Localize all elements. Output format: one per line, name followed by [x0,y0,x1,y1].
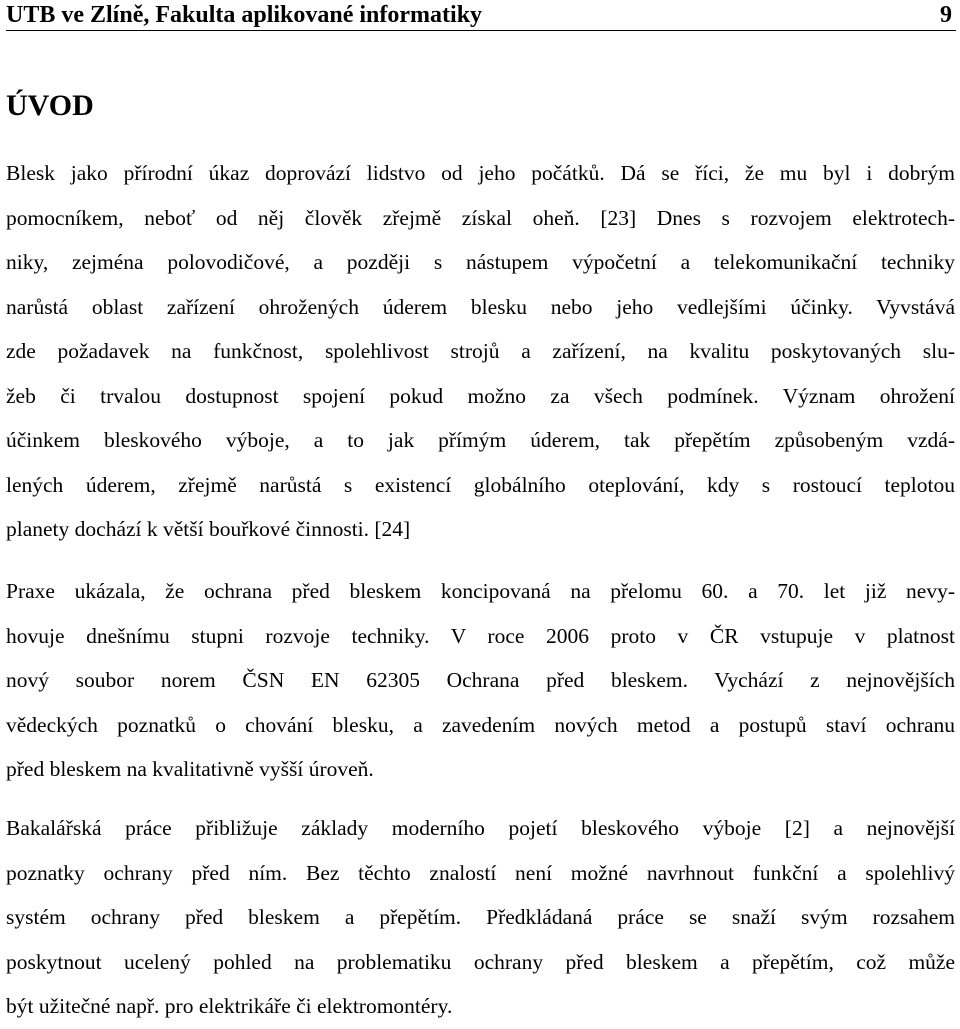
text-line: hovuje dnešnímu stupni rozvoje techniky. V roce 2006 proto v ČR vstupuje v platnost [6,623,955,648]
paragraph-3 [6,806,955,1029]
text-line: Praxe ukázala, že ochrana před bleskem koncipovaná na přelomu 60. a 70. let již nevy- [6,579,955,603]
text-line: vědeckých poznatků o chování blesku, a zavedením nových metod a postupů staví ochranu [6,712,955,737]
text-line: niky, zejména polovodičové, a později s nástupem výpočetní a telekomunikační techniky [6,250,955,274]
text-line: Blesk jako přírodní úkaz doprovází lidstvo od jeho počátků. Dá se říci, že mu byl i dobrým [6,161,955,185]
text-line: účinkem bleskového výboje, a to jak přímým úderem, tak přepětím způsobeným vzdá- [6,428,955,452]
text-line: lených úderem, zřejmě narůstá s existencí globálního oteplování, kdy s rostoucí teplotou [6,472,955,497]
text-line: Bakalářská práce přibližuje základy moderního pojetí bleskového výboje [2] a nejnovější [6,816,955,840]
text-line: narůstá oblast zařízení ohrožených úderem blesku nebo jeho vedlejšími účinky. Vyvstává [6,294,955,319]
text-line: žeb či trvalou dostupnost spojení pokud možno za všech podmínek. Význam ohrožení [6,383,955,408]
paragraph-2 [6,569,955,792]
paragraph-1 [6,151,955,552]
page-number: 9 [940,2,952,28]
text-line: před bleskem na kvalitativně vyšší úroveň. [6,757,374,781]
text-line: planety dochází k větší bouřkové činnosti. [24] [6,517,411,541]
text-line: pomocníkem, neboť od něj člověk zřejmě získal oheň. [23] Dnes s rozvojem elektrotech- [6,205,955,230]
header-title: UTB ve Zlíně, Fakulta aplikované informatiky [6,2,483,28]
chapter-heading: ÚVOD [6,89,94,122]
text-line: být užitečné např. pro elektrikáře či elektromontéry. [6,994,453,1018]
running-header [6,0,956,31]
text-line: poznatky ochrany před ním. Bez těchto znalostí není možné navrhnout funkční a spolehlivý [6,860,955,885]
text-line: poskytnout ucelený pohled na problematiku ochrany před bleskem a přepětím, což může [6,949,955,974]
text-line: nový soubor norem ČSN EN 62305 Ochrana před bleskem. Vychází z nejnovějších [6,668,955,692]
text-line: zde požadavek na funkčnost, spolehlivost strojů a zařízení, na kvalitu poskytovaných slu- [6,339,955,363]
text-line: systém ochrany před bleskem a přepětím. Předkládaná práce se snaží svým rozsahem [6,905,955,929]
